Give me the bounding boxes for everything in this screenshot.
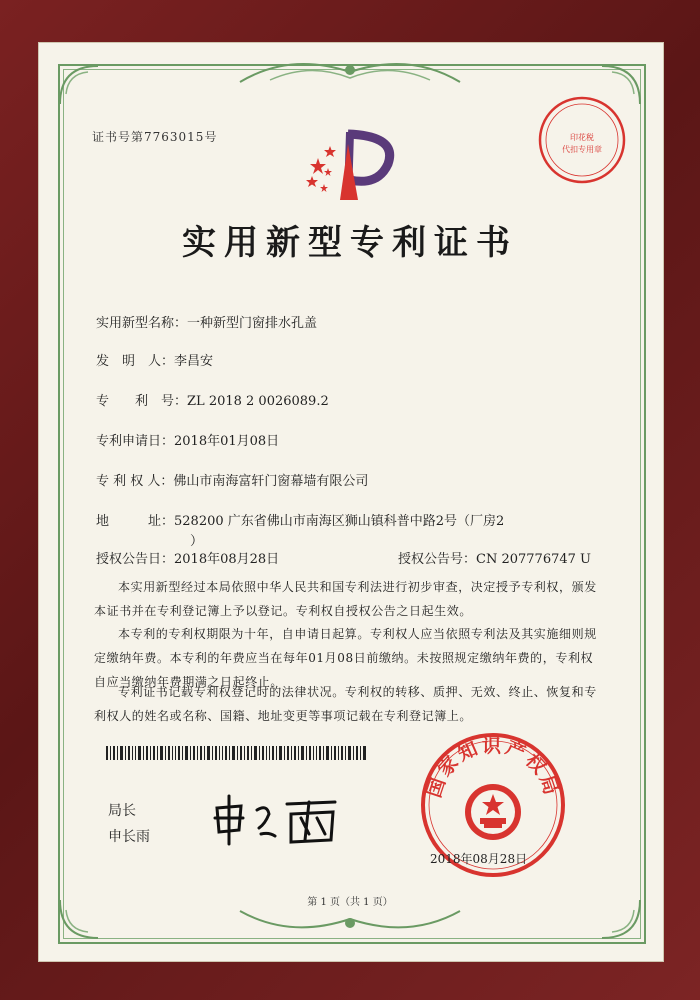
signatory-title: 局长 (108, 803, 136, 819)
paragraph-3 (94, 680, 604, 728)
field-grant-number-label: 授权公告号： (398, 552, 477, 567)
paragraph-2-line-2: 定缴纳年费。本专利的年费应当在每年01月08日前缴纳。未按照规定缴纳年费的，专利权 (94, 651, 594, 665)
field-filing-date-value: 2018年01月08日 (174, 434, 280, 449)
page-footer: 第 1 页（共 1 页） (307, 897, 393, 908)
paragraph-3-line-2: 利权人的姓名或名称、国籍、地址变更等事项记载在专利登记簿上。 (94, 709, 473, 723)
field-grant-date-value: 2018年08月28日 (174, 552, 280, 567)
field-patentee-value: 佛山市南海富轩门窗幕墙有限公司 (173, 474, 369, 489)
field-filing-date-label: 专利申请日： (96, 434, 175, 449)
patent-office-logo (298, 124, 408, 206)
signatory-name: 申长雨 (108, 829, 150, 845)
field-filing-date (96, 430, 279, 449)
svg-text:代扣专用章: 代扣专用章 (562, 145, 602, 154)
field-address-line2: ） (190, 534, 204, 549)
field-patentee-label: 专 利 权 人： (96, 474, 174, 489)
field-patent-label: 专 利 号： (96, 394, 188, 409)
svg-text:国家知识产权局: 国家知识产权局 (423, 735, 563, 801)
field-patent-value: ZL 2018 2 0026089.2 (187, 394, 329, 409)
field-grant-date-label: 授权公告日： (96, 552, 175, 567)
ornament-corner-tl (58, 64, 108, 114)
certificate-title: 实用新型专利证书 (182, 223, 518, 263)
ornament-bottom (230, 905, 470, 941)
field-grant-date (96, 548, 279, 567)
ornament-top (230, 52, 470, 92)
paragraph-1 (94, 575, 604, 623)
field-patentee (96, 470, 368, 489)
seal-date: 2018年08月28日 (430, 852, 528, 866)
tax-stamp-seal (534, 92, 630, 188)
certificate-number: 证书号第7763015号 (92, 130, 218, 144)
paragraph-3-line-1: 专利证书记载专利权登记时的法律状况。专利权的转移、质押、无效、终止、恢复和专 (118, 685, 597, 699)
field-inventor-value: 李昌安 (174, 354, 214, 369)
field-name (96, 312, 317, 331)
field-inventor (96, 350, 213, 369)
barcode (106, 746, 366, 760)
field-name-value: 一种新型门窗排水孔盖 (187, 316, 318, 331)
handwritten-signature (205, 790, 345, 850)
field-patent-number (96, 390, 329, 409)
field-address (96, 510, 504, 529)
field-grant-number (398, 548, 591, 567)
field-address-value: 528200 广东省佛山市南海区狮山镇科普中路2号（厂房2 (174, 514, 505, 529)
field-grant-number-value: CN 207776747 U (476, 552, 591, 567)
field-name-label: 实用新型名称： (96, 316, 188, 331)
field-inventor-label: 发 明 人： (96, 354, 175, 369)
paragraph-2-line-3: 自应当缴纳年费期满之日起终止。 (94, 675, 284, 689)
paragraph-1-line-1: 本实用新型经过本局依照中华人民共和国专利法进行初步审查，决定授予专利权，颁发 (118, 580, 597, 594)
paragraph-2-line-1: 本专利的专利权期限为十年，自申请日起算。专利权人应当依照专利法及其实施细则规 (118, 627, 597, 641)
field-address-label: 地 址： (96, 514, 175, 529)
svg-text:印花税: 印花税 (570, 133, 594, 142)
paragraph-1-line-2: 本证书并在专利登记簿上予以登记。专利权自授权公告之日起生效。 (94, 604, 473, 618)
